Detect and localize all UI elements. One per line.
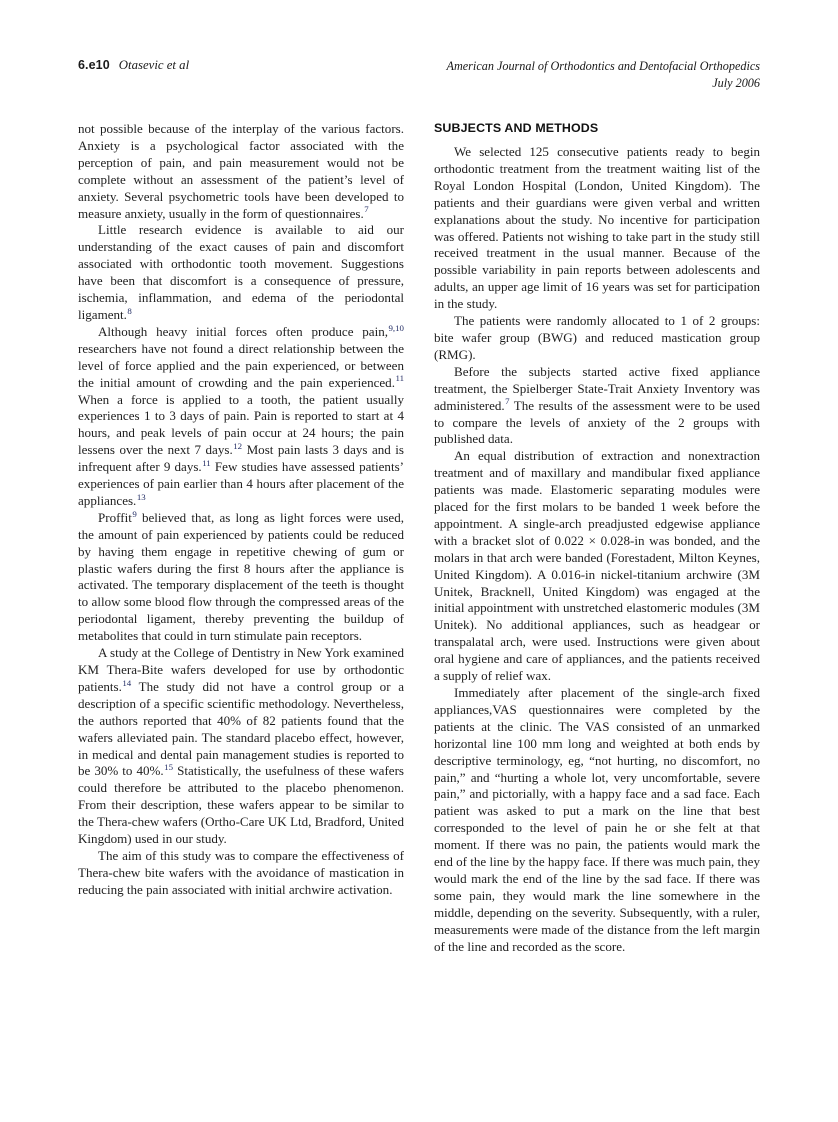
page-folio: 6.e10 — [78, 58, 110, 72]
body-paragraph: The patients were randomly allocated to 1 of 2 groups: bite wafer group (BWG) and reduced mastication group (RMG). — [434, 313, 760, 362]
body-paragraph: A study at the College of Dentistry in New York examined KM Thera-Bite wafers developed for use by orthodontic patients.$^{14}$ The study did not have a control group or a description of a specific scientific methodology. Nevertheless, the authors reported that 40% of 82 patients found that the wafers alleviated pain. The standard placebo effect, however, in medical and dental pain management studies is reported to be 30% to 40%.$^{15}$ Statistically, the usefulness of these wafers could therefore be attributed to the placebo phenomenon. From their description, these wafers appear to be similar to the Thera-chew wafers (Ortho-Care UK Ltd, Bradford, United Kingdom) used in our study. — [78, 645, 405, 847]
body-paragraph: Before the subjects started active fixed appliance treatment, the Spielberger State-Trait Anxiety Inventory was administered.$^7$ The results of the assessment were to be used to compare the levels of anxiety of the 2 groups with published data. — [434, 363, 760, 447]
body-paragraph: Immediately after placement of the single-arch fixed appliances,VAS questionnaires were completed by the patients at the clinic. The VAS consisted of an unmarked horizontal line 100 mm long and weighted at both ends by descriptive terminology, eg, “not hurting, no discomfort, no pain,” and “hurting a whole lot, very uncomfortable, severe pain,” and pictorially, with a happy face and a sad face. Each patient was asked to put a mark on the line that best corresponded to the level of pain he or she felt at that moment. If there was no pain, the patients would mark the end of the line by the happy face. If there was much pain, they would mark the end of the line by the sad face. If there was some pain, they would mark the line somewhere in the middle, depending on the severity. Subsequently, with a ruler, measurements were made of the distance from the left margin of the line and recorded as the score. — [434, 685, 760, 954]
body-paragraph: The aim of this study was to compare the effectiveness of Thera-chew bite wafers with the avoidance of mastication in reducing the pain associated with initial archwire activation. — [78, 847, 404, 897]
body-paragraph: Proffit$^9$ believed that, as long as light forces were used, the amount of pain experienced by patients could be reduced by having them engage in repetitive chewing of gum or plastic wafers during the first 8 hours after the appliance is activated. The temporary displacement of the teeth is thought to allow some blood flow through the compressed areas of the periodontal ligament, thereby preventing the buildup of metabolites that could in turn stimulate pain receptors. — [78, 508, 404, 644]
right-column — [434, 121, 760, 956]
reference-superscript[interactable]: 11 — [202, 457, 211, 468]
right-column-paragraphs — [434, 144, 760, 956]
running-head-right — [447, 58, 760, 91]
reference-superscript[interactable]: 9 — [132, 508, 137, 519]
reference-superscript[interactable]: 11 — [395, 373, 404, 384]
body-paragraph: Little research evidence is available to aid our understanding of the exact causes of pain and discomfort associated with orthodontic tooth movement. Suggestions have been that discomfort is a consequence of pressure, ischemia, inflammation, and edema of the periodontal ligament.$^8$ — [78, 222, 404, 322]
body-paragraph: not possible because of the interplay of the various factors. Anxiety is a psychological factor associated with the perception of pain, and pain measurement would not be complete without an assessment of the patient’s level of anxiety. Several psychometric tools have been developed to measure anxiety, usually in the form of questionnaires.$^7$ — [78, 121, 404, 221]
left-column — [78, 121, 404, 956]
reference-superscript[interactable]: 7 — [364, 204, 369, 215]
running-head-authors: Otasevic et al — [118, 58, 190, 72]
section-heading-subjects-and-methods: SUBJECTS AND METHODS — [434, 121, 599, 135]
body-paragraph: Although heavy initial forces often produce pain,$^{9,10}$ researchers have not found a direct relationship between the level of force applied and the pain experienced, or between the initial amount of crowding and the pain experienced.$^{11}$ When a force is applied to a tooth, the patient usually experiences 1 to 3 days of pain. Pain is reported to start at 4 hours, and peak levels of pain occur at 24 hours; the pain lessens over the next 7 days.$^{12}$ Most pain lasts 3 days and is infrequent after 9 days.$^{11}$ Few studies have assessed patients’ experiences of pain earlier than 4 hours after placement of the appliances.$^{13}$ — [78, 322, 405, 508]
journal-title: American Journal of Orthodontics and Dentofacial Orthopedics — [446, 59, 760, 73]
reference-superscript[interactable]: 8 — [127, 305, 132, 316]
reference-superscript[interactable]: 14 — [122, 677, 132, 688]
body-paragraph: An equal distribution of extraction and nonextraction treatment and of maxillary and mandibular fixed appliance patients was made. Elastomeric separating modules were placed for the first molars to be banded 1 week before the appointment. A single-arch preadjusted edgewise appliance with a bracket slot of 0.022 × 0.028-in was bonded, and the molars in that arch were banded (Forestadent, Milton Keynes, United Kingdom). A 0.016-in nickel-titanium archwire (3M Unitek, Bracknell, United Kingdom) was engaged at the initial appointment with unstretched elastomeric modules (3M Unitek). No additional appliances, such as headgear or transpalatal arch, were used. Instructions were given about oral hygiene and care of appliances, and the patients received a supply of relief wax. — [434, 448, 760, 684]
running-head — [78, 58, 760, 91]
reference-superscript[interactable]: 12 — [233, 440, 243, 451]
reference-superscript[interactable]: 7 — [505, 396, 510, 407]
running-head-left — [78, 58, 189, 73]
reference-superscript[interactable]: 9,10 — [388, 322, 404, 333]
journal-issue-date: July 2006 — [712, 75, 760, 90]
reference-superscript[interactable]: 13 — [136, 491, 146, 502]
body-paragraph: We selected 125 consecutive patients ready to begin orthodontic treatment from the treatment waiting list of the Royal London Hospital (London, United Kingdom). The patients and their guardians were given verbal and written explanations about the study. No incentive for participation was offered. Patients not wishing to take part in the study still received treatment in the usual manner. Because of the possible variability in pain reports between adolescents and adults, an upper age limit of 16 years was set for participation in the study. — [434, 144, 760, 312]
reference-superscript[interactable]: 15 — [164, 762, 174, 773]
body-columns — [78, 121, 760, 956]
